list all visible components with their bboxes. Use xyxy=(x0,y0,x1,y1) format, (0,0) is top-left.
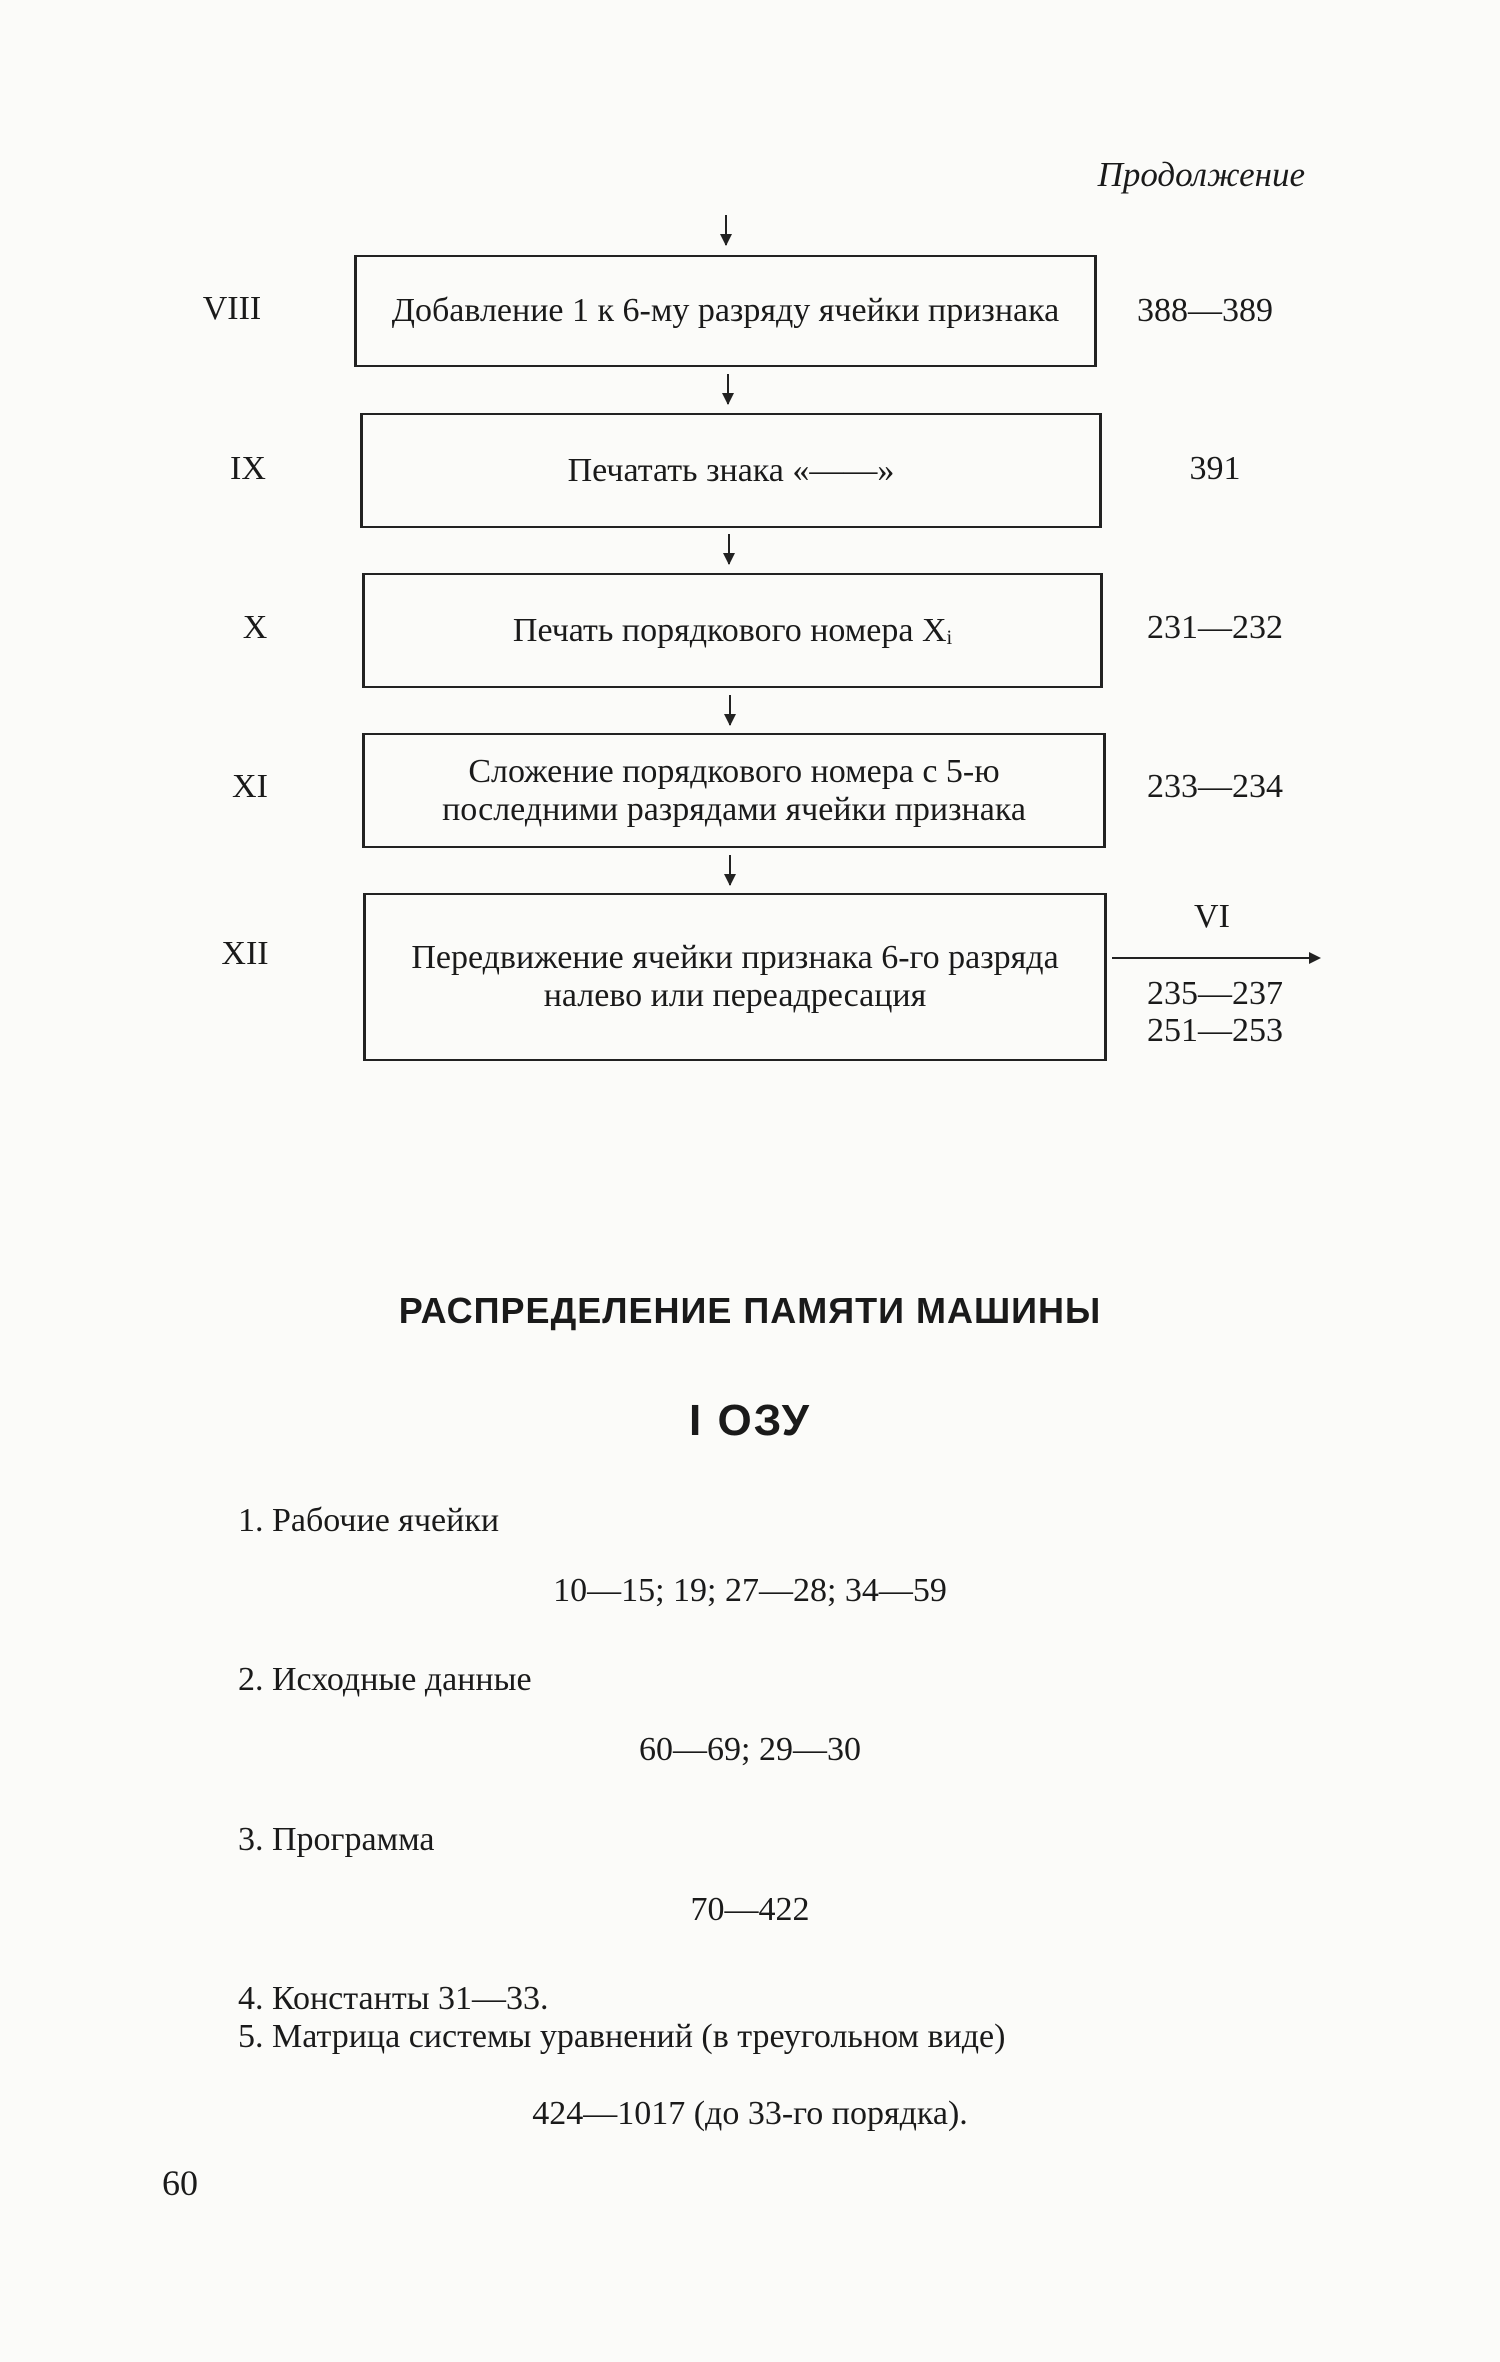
step-ref: 233—234 xyxy=(1147,768,1283,805)
flowchart-box xyxy=(354,255,1097,367)
section-title: РАСПРЕДЕЛЕНИЕ ПАМЯТИ МАШИНЫ xyxy=(398,1290,1102,1331)
step-text: Печатать знака «——» xyxy=(567,451,895,489)
step-roman: VIII xyxy=(202,290,262,327)
list-item-cells: 10—15; 19; 27—28; 34—59 xyxy=(553,1572,947,1609)
list-item-cells: 60—69; 29—30 xyxy=(639,1731,861,1768)
flow-arrow xyxy=(727,374,729,404)
list-item-cells: 424—1017 (до 33-го порядка). xyxy=(532,2095,968,2132)
ref-line: 251—253 xyxy=(1147,1012,1283,1049)
step-roman: XII xyxy=(221,935,269,972)
step-ref: 391 xyxy=(1189,450,1241,487)
flowchart-box xyxy=(360,413,1102,528)
ref-line: 235—237 xyxy=(1147,975,1283,1012)
page-number: 60 xyxy=(162,2163,198,2203)
list-item-label: 2. Исходные данные xyxy=(238,1661,532,1698)
continuation-label: Продолжение xyxy=(1097,155,1305,194)
list-item-label: 3. Программа xyxy=(238,1821,435,1858)
step-roman: X xyxy=(242,609,268,646)
step-ref: 231—232 xyxy=(1147,609,1283,646)
list-item-cells: 70—422 xyxy=(690,1891,810,1928)
flowchart-box xyxy=(362,733,1106,848)
flow-arrow xyxy=(729,695,731,725)
step-text: Передвижение ячейки признака 6-го разряда налево или переадресация xyxy=(411,939,1059,1014)
list-item-label: 1. Рабочие ячейки xyxy=(238,1502,500,1539)
step-text: Сложение порядкового номера с 5-ю последними разрядами ячейки признака xyxy=(442,752,1026,828)
list-item-label: 4. Константы 31—33. xyxy=(238,1980,549,2017)
flowchart-box xyxy=(363,893,1107,1061)
branch-arrow xyxy=(1112,957,1315,959)
flow-arrow xyxy=(729,855,731,885)
section-subtitle: I ОЗУ xyxy=(689,1396,811,1445)
step-roman: XI xyxy=(232,768,268,805)
step-ref: 388—389 xyxy=(1137,292,1273,329)
flow-arrow xyxy=(728,534,730,564)
step-ref xyxy=(1115,975,1315,1049)
step-roman: IX xyxy=(230,450,266,487)
step-text: Добавление 1 к 6-му разряду ячейки признака xyxy=(391,292,1060,329)
step-text: Печать порядкового номера Xᵢ xyxy=(512,611,953,649)
list-item-label: 5. Матрица системы уравнений (в треугольном виде) xyxy=(238,2018,1006,2055)
flow-arrow xyxy=(725,215,727,245)
branch-label: VI xyxy=(1194,898,1230,935)
flowchart-box xyxy=(362,573,1103,688)
